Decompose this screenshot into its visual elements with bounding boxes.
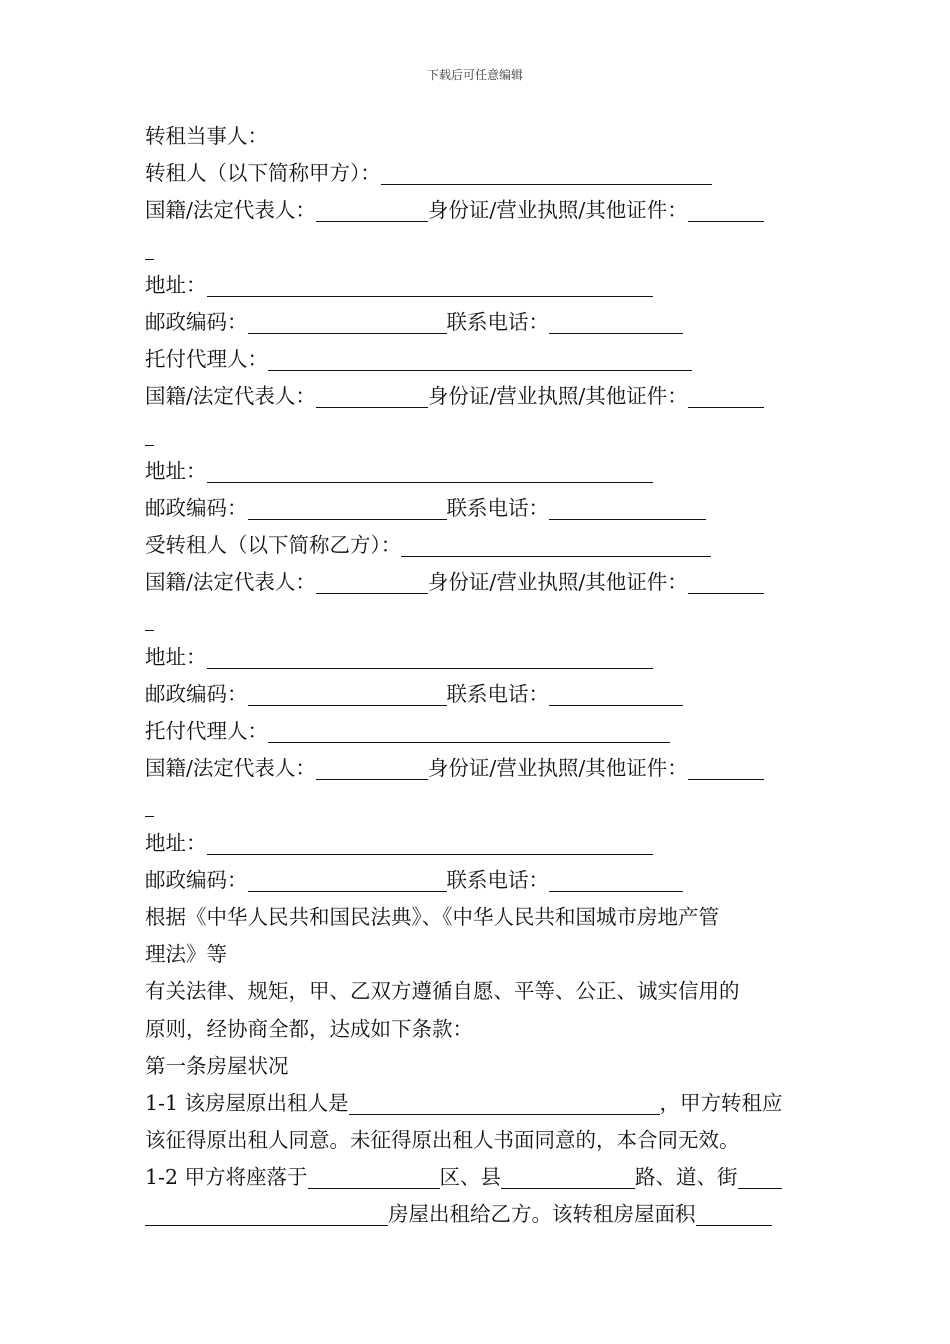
line-text: 该征得原出租人同意。未征得原出租人书面同意的，本合同无效。 [145,1128,740,1153]
text-line [145,192,810,229]
fill-in-blank[interactable] [501,1166,635,1189]
text-line [145,1159,810,1196]
line-text: 转租人（以下简称甲方）： [145,161,381,186]
line-text: 理法》等 [145,942,227,967]
fill-in-blank[interactable] [268,720,670,743]
text-line [145,1048,810,1085]
text-line [145,1122,810,1159]
fill-in-blank[interactable] [688,385,764,408]
fill-in-blank[interactable] [145,237,154,260]
line-text: 邮政编码： [145,495,248,520]
line-text: 地址： [145,830,207,855]
line-text: 根据《中华人民共和国民法典》、《中华人民共和国城市房地产管 [145,904,719,929]
line-text: 托付代理人： [145,347,268,372]
fill-in-blank[interactable] [549,869,683,892]
fill-in-blank[interactable] [207,274,653,297]
line-text: 地址： [145,272,207,297]
text-line [145,787,810,824]
fill-in-blank[interactable] [145,794,154,817]
text-line [145,639,810,676]
text-line [145,378,810,415]
line-text: 有关法律、规矩，甲、乙双方遵循自愿、平等、公正、诚实信用的 [145,979,740,1004]
line-text: 邮政编码： [145,309,248,334]
fill-in-blank[interactable] [316,385,428,408]
line-text: 身份证/营业执照/其他证件： [427,198,688,223]
text-line [145,564,810,601]
fill-in-blank[interactable] [549,311,683,334]
line-text: 国籍/法定代表人： [145,384,316,409]
fill-in-blank[interactable] [738,1166,782,1189]
text-line [145,825,810,862]
text-line [145,713,810,750]
fill-in-blank[interactable] [316,571,428,594]
fill-in-blank[interactable] [696,1203,772,1226]
fill-in-blank[interactable] [268,348,692,371]
text-line [145,304,810,341]
line-text: 邮政编码： [145,681,248,706]
line-text: 1-2 甲方将座落于 [145,1165,308,1190]
page-header: 下载后可任意编辑 [426,68,523,82]
line-text: 房屋出租给乙方。该转租房屋面积 [388,1202,696,1227]
line-text: 托付代理人： [145,719,268,743]
line-text: 身份证/营业执照/其他证件： [427,384,688,409]
fill-in-blank[interactable] [688,199,764,222]
text-line [145,118,810,155]
text-line [145,341,810,378]
line-text: 身份证/营业执照/其他证件： [427,756,688,781]
text-line [145,862,810,899]
fill-in-blank[interactable] [248,311,447,334]
line-text: 地址： [145,458,207,483]
fill-in-blank[interactable] [688,571,764,594]
text-line [145,490,810,527]
fill-in-blank[interactable] [688,757,764,780]
text-line [145,1196,810,1233]
text-line [145,936,810,973]
fill-in-blank[interactable] [207,832,653,855]
fill-in-blank[interactable] [207,460,653,483]
fill-in-blank[interactable] [381,162,712,185]
line-text: 联系电话： [446,495,549,520]
fill-in-blank[interactable] [248,683,447,706]
line-text: 国籍/法定代表人： [145,756,316,781]
text-line [145,899,810,936]
fill-in-blank[interactable] [316,757,428,780]
text-line [145,973,810,1010]
line-text: 国籍/法定代表人： [145,570,316,595]
line-text: 联系电话： [446,681,549,706]
line-text: ，甲方转租应 [659,1090,783,1115]
line-text: 国籍/法定代表人： [145,198,316,223]
fill-in-blank[interactable] [248,497,447,520]
fill-in-blank[interactable] [248,869,447,892]
line-text: 地址： [145,644,207,669]
fill-in-blank[interactable] [145,1203,388,1226]
line-text: 身份证/营业执照/其他证件： [427,570,688,595]
text-line [145,527,810,564]
text-line [145,1085,810,1122]
fill-in-blank[interactable] [549,497,706,520]
fill-in-blank[interactable] [316,199,428,222]
text-line [145,155,810,192]
text-line [145,601,810,638]
fill-in-blank[interactable] [145,608,154,631]
text-line [145,750,810,787]
text-line [145,1011,810,1048]
line-text: 转租当事人： [145,124,268,148]
fill-in-blank[interactable] [349,1092,660,1115]
line-text: 1-1 该房屋原出租人是 [145,1090,349,1115]
text-line [145,453,810,490]
fill-in-blank[interactable] [401,534,711,557]
line-text: 邮政编码： [145,867,248,892]
fill-in-blank[interactable] [549,683,683,706]
line-text: 区、县 [439,1165,502,1190]
text-line [145,676,810,713]
fill-in-blank[interactable] [308,1166,440,1189]
line-text: 原则，经协商全都，达成如下条款： [145,1016,473,1041]
line-text: 受转租人（以下简称乙方）： [145,533,402,558]
text-line [145,230,810,267]
document-body [145,118,810,1234]
text-line [145,267,810,304]
fill-in-blank[interactable] [145,423,154,446]
line-text: 联系电话： [446,867,549,892]
line-text: 联系电话： [446,309,549,334]
line-text: 路、道、街 [635,1165,738,1190]
line-text: 第一条房屋状况 [145,1053,289,1078]
fill-in-blank[interactable] [207,646,653,669]
text-line [145,416,810,453]
